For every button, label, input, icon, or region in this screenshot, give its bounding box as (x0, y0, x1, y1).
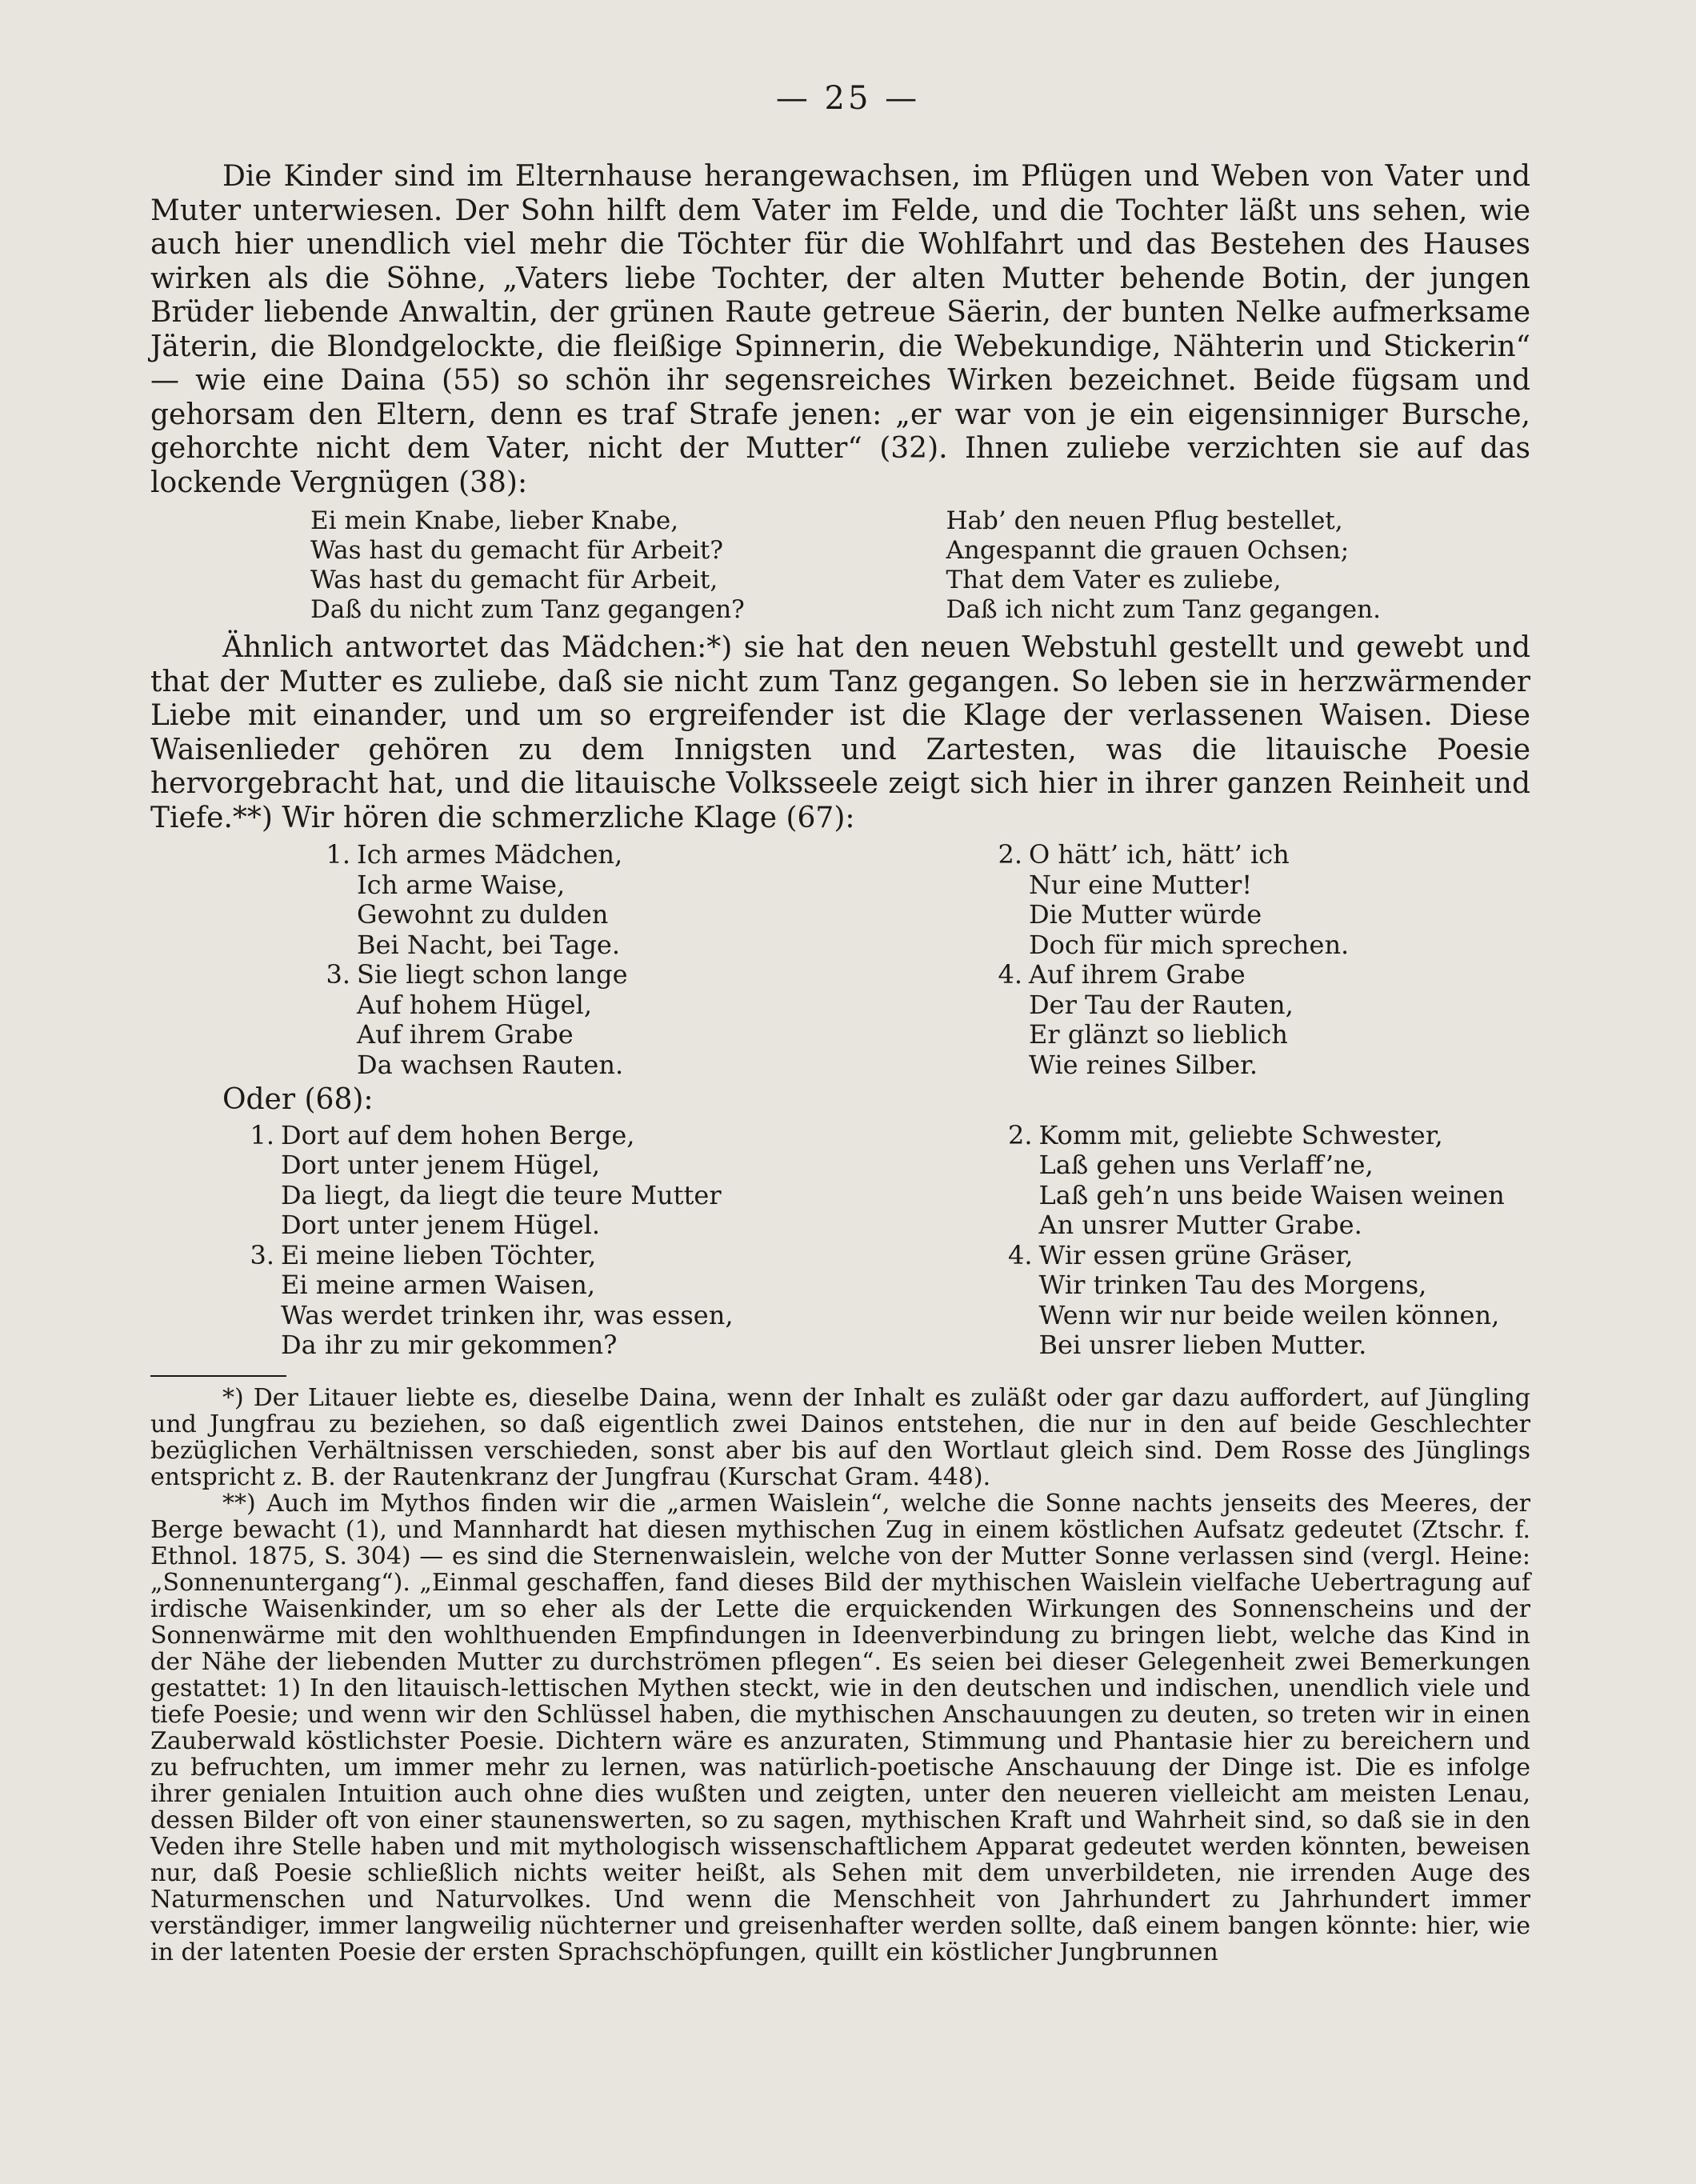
verse-line: Wie reines Silber. (1029, 1049, 1258, 1080)
verse-line: Was hast du gemacht für Arbeit? (310, 536, 723, 565)
verse-line: Daß ich nicht zum Tanz gegangen. (946, 595, 1381, 624)
verse-line: Die Mutter würde (1029, 899, 1262, 930)
verse-block-67 (150, 840, 1530, 1080)
verse-line: Auf ihrem Grabe (357, 1019, 574, 1050)
verse-right-column (841, 506, 1531, 625)
footnote-divider (150, 1375, 286, 1377)
verse-line: Dort auf dem hohen Berge, (281, 1119, 635, 1150)
paragraph-2: Ähnlich antwortet das Mädchen:*) sie hat den neuen Webstuhl gestellt und gewebt und that der Mutter es zuliebe, daß sie nicht zum Tanz gegangen. So leben sie in herzwärmender Liebe mit einander, und um so ergreifender ist die Klage der verlassenen Waisen. Diese Waisenlieder gehören zu dem Innigsten und Zartesten, was die litauische Poesie hervorgebracht hat, und die litauische Volksseele zeigt sich hier in ihrer ganzen Reinheit und Tiefe.**) Wir hören die schmerzliche Klage (67): (150, 631, 1530, 834)
stanza-number: 3. (326, 959, 350, 990)
verse-line: O hätt’ ich, hätt’ ich (1029, 839, 1290, 870)
verse-line: That dem Vater es zuliebe, (946, 566, 1282, 594)
verse-line: Sie liegt schon lange (357, 959, 628, 990)
stanza-3 (230, 1241, 881, 1361)
verse-line: Wenn wir nur beide weilen können, (1038, 1299, 1500, 1330)
verse-line: Ich arme Waise, (357, 869, 566, 900)
verse-line: Der Tau der Rauten, (1029, 989, 1294, 1020)
stanza-4 (918, 960, 1530, 1080)
stanza-number: 4. (1007, 1239, 1033, 1270)
stanza-3 (306, 960, 918, 1080)
verse-line: Was werdet trinken ihr, was essen, (281, 1299, 734, 1330)
stanza-4 (881, 1241, 1531, 1361)
verse-line: Ei meine armen Waisen, (281, 1270, 595, 1300)
verse-line: Angespannt die grauen Ochsen; (946, 536, 1350, 565)
main-text (150, 160, 1530, 1966)
verse-line: Laß geh’n uns beide Waisen weinen (1038, 1179, 1505, 1210)
page-number: — 25 — (775, 80, 921, 117)
stanza-2 (918, 840, 1530, 960)
verse-block-68 (150, 1121, 1530, 1361)
verse-line: Auf hohem Hügel, (357, 989, 593, 1020)
verse-line: Da wachsen Rauten. (357, 1049, 624, 1080)
stanza-number: 3. (250, 1239, 274, 1270)
verse-line: Wir essen grüne Gräser, (1038, 1239, 1354, 1270)
verse-line: Laß gehen uns Verlaff’ne, (1038, 1150, 1374, 1180)
verse-line: Wir trinken Tau des Morgens, (1038, 1270, 1427, 1300)
verse-line: Gewohnt zu dulden (357, 899, 609, 930)
verse-line: Bei unsrer lieben Mutter. (1038, 1330, 1367, 1360)
verse-line: Da liegt, da liegt die teure Mutter (281, 1179, 722, 1210)
verse-left-column (150, 506, 841, 625)
verse-line: Ei mein Knabe, lieber Knabe, (310, 506, 679, 535)
stanza-1 (306, 840, 918, 960)
verse-line: Ei meine lieben Töchter, (281, 1239, 597, 1270)
verse-block-38 (150, 506, 1530, 625)
verse-line: Komm mit, geliebte Schwester, (1038, 1119, 1443, 1150)
verse-line: Er glänzt so lieblich (1029, 1019, 1288, 1050)
verse-line: Nur eine Mutter! (1029, 869, 1253, 900)
verse-line: Bei Nacht, bei Tage. (357, 929, 621, 960)
verse-line: Dort unter jenem Hügel. (281, 1210, 600, 1240)
verse-line: Auf ihrem Grabe (1029, 959, 1246, 990)
verse-line: Daß du nicht zum Tanz gegangen? (310, 595, 745, 624)
verse-line: Ich armes Mädchen, (357, 839, 623, 870)
stanza-1 (230, 1121, 881, 1241)
stanza-2 (881, 1121, 1531, 1241)
stanza-number: 1. (250, 1119, 274, 1150)
stanza-number: 4. (998, 959, 1022, 990)
stanza-number: 2. (998, 839, 1022, 870)
verse-line: Da ihr zu mir gekommen? (281, 1330, 618, 1360)
verse-line: Hab’ den neuen Pflug bestellet, (946, 506, 1343, 535)
oder-label: Oder (68): (222, 1083, 374, 1116)
verse-line: An unsrer Mutter Grabe. (1038, 1210, 1362, 1240)
footnote-2: **) Auch im Mythos finden wir die „armen Waislein“, welche die Sonne nachts jenseits des Meeres, der Berge bewacht (1), und Mannhardt hat diesen mythischen Zug in einem köstlichen Aufsatz gedeutet (Ztschr. f. Ethnol. 1875, S. 304) — es sind die Sternenwaislein, welche von der Mutter Sonne verlassen sind (vergl. Heine: „Sonnenuntergang“). „Einmal geschaffen, fand dieses Bild der mythischen Waislein vielfache Uebertragung auf irdische Waisenkinder, um so eher als der Lette die erquickenden Wirkungen des Sonnenscheins und der Sonnenwärme mit den wohlthuenden Empfindungen in Ideenverbindung zu bringen liebt, welche das Kind in der Nähe der liebenden Mutter zu durchströmen pflegen“. Es seien bei dieser Gelegenheit zwei Bemerkungen gestattet: 1) In den litauisch-lettischen Mythen steckt, wie in den deutschen und indischen, unendlich viele und tiefe Poesie; und wenn wir den Schlüssel haben, die mythischen Anschauungen zu deuten, so treten wir in einen Zauberwald köstlichster Poesie. Dichtern wäre es anzuraten, Stimmung und Phantasie hier zu bereichern und zu befruchten, um immer mehr zu lernen, was natürlich-poetische Anschauung der Dinge ist. Die es infolge ihrer genialen Intuition auch ohne dies wußten und zeigten, unter den neueren vielleicht am meisten Lenau, dessen Bilder oft von einer staunenswerten, so zu sagen, mythischen Kraft und Wahrheit sind, so daß sie in den Veden ihre Stelle haben und mit mythologisch wissenschaftlichem Apparat gedeutet werden könnten, beweisen nur, daß Poesie schließlich nichts weiter heißt, als Sehen mit dem unverbildeten, nie irrenden Auge des Naturmenschen und Naturvolkes. Und wenn die Menschheit von Jahrhundert zu Jahrhundert immer verständiger, immer langweilig nüchterner und greisenhafter werden sollte, daß einem bangen könnte: hier, wie in der latenten Poesie der ersten Sprachschöpfungen, quillt ein köstlicher Jungbrunnen (150, 1489, 1530, 1966)
stanza-number: 2. (1007, 1119, 1033, 1150)
stanza-number: 1. (326, 839, 350, 870)
paragraph-1: Die Kinder sind im Elternhause herangewachsen, im Pflügen und Weben von Vater und Muter unterwiesen. Der Sohn hilft dem Vater im Felde, und die Tochter läßt uns sehen, wie auch hier unendlich viel mehr die Töchter für die Wohlfahrt und das Bestehen des Hauses wirken als die Söhne, „Vaters liebe Tochter, der alten Mutter behende Botin, der jungen Brüder liebende Anwaltin, der grünen Raute getreue Säerin, der bunten Nelke aufmerksame Jäterin, die Blondgelockte, die fleißige Spinnerin, die Webekundige, Nähterin und Stickerin“ — wie eine Daina (55) so schön ihr segensreiches Wirken bezeichnet. Beide fügsam und gehorsam den Eltern, denn es traf Strafe jenen: „er war von je ein eigensinniger Bursche, gehorchte nicht dem Vater, nicht der Mutter“ (32). Ihnen zuliebe verzichten sie auf das lockende Vergnügen (38): (150, 160, 1530, 499)
footnote-1: *) Der Litauer liebte es, dieselbe Daina, wenn der Inhalt es zuläßt oder gar dazu auffordert, auf Jüngling und Jungfrau zu beziehen, so daß eigentlich zwei Dainos entstehen, die nur in den auf beide Geschlechter bezüglichen Verhältnissen verschieden, sonst aber bis auf den Wortlaut gleich sind. Dem Rosse des Jünglings entspricht z. B. der Rautenkranz der Jungfrau (Kurschat Gram. 448). (150, 1383, 1530, 1491)
verse-line: Doch für mich sprechen. (1029, 929, 1350, 960)
verse-line: Was hast du gemacht für Arbeit, (310, 566, 718, 594)
verse-line: Dort unter jenem Hügel, (281, 1150, 600, 1180)
